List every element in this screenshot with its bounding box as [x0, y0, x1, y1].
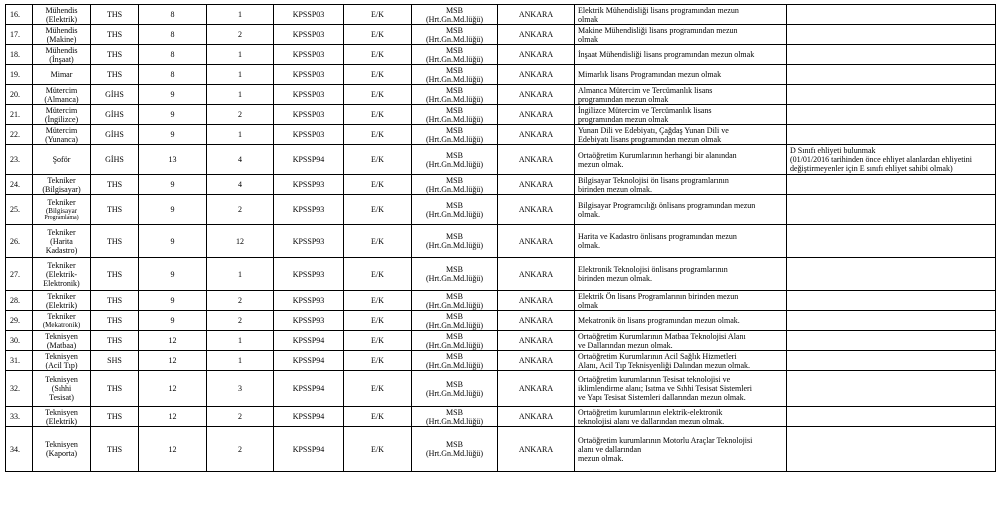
- qualification: Ortaöğretim Kurumlarının Acil Sağlık Hizmetleri Alanı, Acil Tıp Teknisyenliği Dalından mezun olmak.: [575, 351, 787, 371]
- city: ANKARA: [498, 311, 575, 331]
- gender: E/K: [344, 45, 412, 65]
- row-number: 24.: [6, 175, 33, 195]
- gender: E/K: [344, 145, 412, 175]
- institution: MSB (Hrt.Gn.Md.lüğü): [412, 427, 498, 472]
- city: ANKARA: [498, 25, 575, 45]
- service-class: GİHS: [91, 145, 139, 175]
- position-count: 2: [207, 427, 274, 472]
- grade: 12: [139, 371, 207, 407]
- city: ANKARA: [498, 331, 575, 351]
- table-row: [6, 105, 996, 125]
- service-class: THS: [91, 175, 139, 195]
- row-number: 26.: [6, 225, 33, 258]
- position-count: 2: [207, 291, 274, 311]
- notes: [787, 195, 996, 225]
- row-number: 19.: [6, 65, 33, 85]
- grade: 9: [139, 311, 207, 331]
- gender: E/K: [344, 311, 412, 331]
- position-count: 2: [207, 25, 274, 45]
- table-row: [6, 65, 996, 85]
- institution: MSB (Hrt.Gn.Md.lüğü): [412, 175, 498, 195]
- row-number: 28.: [6, 291, 33, 311]
- service-class: THS: [91, 225, 139, 258]
- table-row: [6, 145, 996, 175]
- notes: [787, 105, 996, 125]
- grade: 9: [139, 175, 207, 195]
- gender: E/K: [344, 5, 412, 25]
- grade: 8: [139, 45, 207, 65]
- position-title: Teknisyen (Sıhhi Tesisat): [33, 371, 91, 407]
- notes: [787, 25, 996, 45]
- city: ANKARA: [498, 291, 575, 311]
- row-number: 31.: [6, 351, 33, 371]
- qualification: İngilizce Mütercim ve Tercümanlık lisans programından mezun olmak: [575, 105, 787, 125]
- grade: 12: [139, 407, 207, 427]
- position-title: Mühendis (Elektrik): [33, 5, 91, 25]
- service-class: THS: [91, 311, 139, 331]
- position-title: Mühendis (Makine): [33, 25, 91, 45]
- positions-table: [5, 4, 996, 472]
- row-number: 29.: [6, 311, 33, 331]
- city: ANKARA: [498, 65, 575, 85]
- institution: MSB (Hrt.Gn.Md.lüğü): [412, 371, 498, 407]
- position-title: Tekniker (Mekatronik): [33, 311, 91, 331]
- position-count: 4: [207, 175, 274, 195]
- position-count: 2: [207, 407, 274, 427]
- city: ANKARA: [498, 125, 575, 145]
- grade: 9: [139, 105, 207, 125]
- institution: MSB (Hrt.Gn.Md.lüğü): [412, 25, 498, 45]
- gender: E/K: [344, 195, 412, 225]
- city: ANKARA: [498, 225, 575, 258]
- kpss-score-type: KPSSP03: [274, 105, 344, 125]
- kpss-score-type: KPSSP94: [274, 331, 344, 351]
- position-count: 4: [207, 145, 274, 175]
- city: ANKARA: [498, 5, 575, 25]
- service-class: THS: [91, 258, 139, 291]
- table-row: [6, 427, 996, 472]
- notes: [787, 291, 996, 311]
- institution: MSB (Hrt.Gn.Md.lüğü): [412, 351, 498, 371]
- position-count: 1: [207, 45, 274, 65]
- grade: 8: [139, 25, 207, 45]
- table-row: [6, 25, 996, 45]
- gender: E/K: [344, 125, 412, 145]
- kpss-score-type: KPSSP93: [274, 291, 344, 311]
- kpss-score-type: KPSSP03: [274, 45, 344, 65]
- position-title: Tekniker (Elektrik- Elektronik): [33, 258, 91, 291]
- table-row: [6, 291, 996, 311]
- grade: 9: [139, 225, 207, 258]
- kpss-score-type: KPSSP93: [274, 311, 344, 331]
- service-class: THS: [91, 331, 139, 351]
- gender: E/K: [344, 65, 412, 85]
- qualification: Bilgisayar Programcılığı önlisans programından mezun olmak.: [575, 195, 787, 225]
- table-body: [6, 5, 996, 472]
- row-number: 34.: [6, 427, 33, 472]
- position-title: Teknisyen (Kaporta): [33, 427, 91, 472]
- row-number: 20.: [6, 85, 33, 105]
- table-row: [6, 258, 996, 291]
- institution: MSB (Hrt.Gn.Md.lüğü): [412, 258, 498, 291]
- service-class: THS: [91, 427, 139, 472]
- qualification: Ortaöğretim Kurumlarının herhangi bir alanından mezun olmak.: [575, 145, 787, 175]
- institution: MSB (Hrt.Gn.Md.lüğü): [412, 291, 498, 311]
- notes: [787, 311, 996, 331]
- service-class: GİHS: [91, 125, 139, 145]
- city: ANKARA: [498, 175, 575, 195]
- kpss-score-type: KPSSP93: [274, 225, 344, 258]
- position-title: Tekniker (Harita Kadastro): [33, 225, 91, 258]
- kpss-score-type: KPSSP94: [274, 427, 344, 472]
- service-class: GİHS: [91, 105, 139, 125]
- table-row: [6, 407, 996, 427]
- table-row: [6, 175, 996, 195]
- table-row: [6, 125, 996, 145]
- position-count: 1: [207, 5, 274, 25]
- institution: MSB (Hrt.Gn.Md.lüğü): [412, 195, 498, 225]
- kpss-score-type: KPSSP03: [274, 25, 344, 45]
- row-number: 27.: [6, 258, 33, 291]
- kpss-score-type: KPSSP03: [274, 85, 344, 105]
- position-title: Tekniker (Elektrik): [33, 291, 91, 311]
- grade: 9: [139, 195, 207, 225]
- grade: 8: [139, 5, 207, 25]
- kpss-score-type: KPSSP94: [274, 351, 344, 371]
- gender: E/K: [344, 371, 412, 407]
- grade: 9: [139, 258, 207, 291]
- table-row: [6, 195, 996, 225]
- city: ANKARA: [498, 85, 575, 105]
- qualification: Almanca Mütercim ve Tercümanlık lisans programından mezun olmak: [575, 85, 787, 105]
- qualification: İnşaat Mühendisliği lisans programından mezun olmak: [575, 45, 787, 65]
- notes: [787, 225, 996, 258]
- grade: 13: [139, 145, 207, 175]
- qualification: Mimarlık lisans Programından mezun olmak: [575, 65, 787, 85]
- city: ANKARA: [498, 45, 575, 65]
- notes: [787, 407, 996, 427]
- institution: MSB (Hrt.Gn.Md.lüğü): [412, 331, 498, 351]
- position-count: 2: [207, 311, 274, 331]
- qualification: Elektrik Mühendisliği lisans programından mezun olmak: [575, 5, 787, 25]
- city: ANKARA: [498, 351, 575, 371]
- gender: E/K: [344, 331, 412, 351]
- position-title: Tekniker (Bilgisayar Programlama): [33, 195, 91, 225]
- kpss-score-type: KPSSP93: [274, 195, 344, 225]
- row-number: 17.: [6, 25, 33, 45]
- service-class: GİHS: [91, 85, 139, 105]
- city: ANKARA: [498, 105, 575, 125]
- city: ANKARA: [498, 371, 575, 407]
- row-number: 21.: [6, 105, 33, 125]
- qualification: Ortaöğretim kurumlarının Tesisat teknolojisi ve iklimlendirme alanı; Isıtma ve Sıhhi Tesisat Sistemleri ve Yapı Tesisat Sistemleri dallarından mezun olmak.: [575, 371, 787, 407]
- table-row: [6, 225, 996, 258]
- gender: E/K: [344, 105, 412, 125]
- notes: [787, 5, 996, 25]
- position-count: 2: [207, 195, 274, 225]
- grade: 12: [139, 331, 207, 351]
- gender: E/K: [344, 351, 412, 371]
- notes: [787, 371, 996, 407]
- position-title: Mimar: [33, 65, 91, 85]
- grade: 9: [139, 85, 207, 105]
- notes: [787, 125, 996, 145]
- row-number: 25.: [6, 195, 33, 225]
- gender: E/K: [344, 85, 412, 105]
- qualification: Elektronik Teknolojisi önlisans programlarının birinden mezun olmak.: [575, 258, 787, 291]
- qualification: Mekatronik ön lisans programından mezun olmak.: [575, 311, 787, 331]
- position-title: Şoför: [33, 145, 91, 175]
- qualification: Yunan Dili ve Edebiyatı, Çağdaş Yunan Dili ve Edebiyatı lisans programından mezun olmak: [575, 125, 787, 145]
- institution: MSB (Hrt.Gn.Md.lüğü): [412, 65, 498, 85]
- row-number: 30.: [6, 331, 33, 351]
- grade: 9: [139, 125, 207, 145]
- grade: 9: [139, 291, 207, 311]
- table-row: [6, 5, 996, 25]
- position-title: Teknisyen (Acil Tıp): [33, 351, 91, 371]
- service-class: THS: [91, 195, 139, 225]
- kpss-score-type: KPSSP93: [274, 258, 344, 291]
- institution: MSB (Hrt.Gn.Md.lüğü): [412, 45, 498, 65]
- kpss-score-type: KPSSP03: [274, 65, 344, 85]
- row-number: 16.: [6, 5, 33, 25]
- service-class: THS: [91, 65, 139, 85]
- service-class: THS: [91, 291, 139, 311]
- notes: [787, 258, 996, 291]
- table-row: [6, 85, 996, 105]
- service-class: THS: [91, 371, 139, 407]
- table-row: [6, 371, 996, 407]
- city: ANKARA: [498, 145, 575, 175]
- position-count: 3: [207, 371, 274, 407]
- qualification: Ortaöğretim Kurumlarının Matbaa Teknolojisi Alanı ve Dallarından mezun olmak.: [575, 331, 787, 351]
- gender: E/K: [344, 25, 412, 45]
- position-title: Tekniker (Bilgisayar): [33, 175, 91, 195]
- gender: E/K: [344, 427, 412, 472]
- gender: E/K: [344, 291, 412, 311]
- position-count: 1: [207, 351, 274, 371]
- kpss-score-type: KPSSP94: [274, 407, 344, 427]
- position-count: 12: [207, 225, 274, 258]
- gender: E/K: [344, 175, 412, 195]
- institution: MSB (Hrt.Gn.Md.lüğü): [412, 5, 498, 25]
- table-row: [6, 351, 996, 371]
- position-count: 1: [207, 125, 274, 145]
- institution: MSB (Hrt.Gn.Md.lüğü): [412, 225, 498, 258]
- service-class: THS: [91, 5, 139, 25]
- position-title: Teknisyen (Matbaa): [33, 331, 91, 351]
- service-class: THS: [91, 25, 139, 45]
- notes: [787, 331, 996, 351]
- gender: E/K: [344, 225, 412, 258]
- kpss-score-type: KPSSP94: [274, 371, 344, 407]
- grade: 8: [139, 65, 207, 85]
- institution: MSB (Hrt.Gn.Md.lüğü): [412, 85, 498, 105]
- city: ANKARA: [498, 407, 575, 427]
- qualification: Ortaöğretim kurumlarının elektrik-elektronik teknolojisi alanı ve dallarından mezun olmak.: [575, 407, 787, 427]
- row-number: 32.: [6, 371, 33, 407]
- gender: E/K: [344, 407, 412, 427]
- institution: MSB (Hrt.Gn.Md.lüğü): [412, 407, 498, 427]
- row-number: 18.: [6, 45, 33, 65]
- city: ANKARA: [498, 427, 575, 472]
- position-title: Mühendis (İnşaat): [33, 45, 91, 65]
- notes: [787, 85, 996, 105]
- grade: 12: [139, 427, 207, 472]
- position-title: Mütercim (İngilizce): [33, 105, 91, 125]
- position-count: 1: [207, 65, 274, 85]
- qualification: Elektrik Ön lisans Programlarının birinden mezun olmak: [575, 291, 787, 311]
- row-number: 33.: [6, 407, 33, 427]
- kpss-score-type: KPSSP03: [274, 125, 344, 145]
- service-class: THS: [91, 407, 139, 427]
- institution: MSB (Hrt.Gn.Md.lüğü): [412, 125, 498, 145]
- kpss-score-type: KPSSP94: [274, 145, 344, 175]
- position-count: 2: [207, 105, 274, 125]
- kpss-score-type: KPSSP93: [274, 175, 344, 195]
- qualification: Harita ve Kadastro önlisans programından mezun olmak.: [575, 225, 787, 258]
- position-title: Mütercim (Almanca): [33, 85, 91, 105]
- service-class: THS: [91, 45, 139, 65]
- notes: D Sınıfı ehliyeti bulunmak (01/01/2016 tarihinden önce ehliyet alanlardan ehliyetini değiştirmeyenler için E sınıfı ehliyet sahibi olmak): [787, 145, 996, 175]
- service-class: SHS: [91, 351, 139, 371]
- row-number: 23.: [6, 145, 33, 175]
- notes: [787, 65, 996, 85]
- notes: [787, 351, 996, 371]
- city: ANKARA: [498, 258, 575, 291]
- kpss-score-type: KPSSP03: [274, 5, 344, 25]
- row-number: 22.: [6, 125, 33, 145]
- grade: 12: [139, 351, 207, 371]
- notes: [787, 175, 996, 195]
- notes: [787, 427, 996, 472]
- notes: [787, 45, 996, 65]
- table-row: [6, 45, 996, 65]
- institution: MSB (Hrt.Gn.Md.lüğü): [412, 311, 498, 331]
- position-title: Teknisyen (Elektrik): [33, 407, 91, 427]
- institution: MSB (Hrt.Gn.Md.lüğü): [412, 105, 498, 125]
- gender: E/K: [344, 258, 412, 291]
- city: ANKARA: [498, 195, 575, 225]
- position-title: Mütercim (Yunanca): [33, 125, 91, 145]
- position-count: 1: [207, 331, 274, 351]
- table-row: [6, 331, 996, 351]
- qualification: Ortaöğretim kurumlarının Motorlu Araçlar Teknolojisi alanı ve dallarından mezun olmak.: [575, 427, 787, 472]
- table-row: [6, 311, 996, 331]
- qualification: Makine Mühendisliği lisans programından mezun olmak: [575, 25, 787, 45]
- position-count: 1: [207, 85, 274, 105]
- qualification: Bilgisayar Teknolojisi ön lisans programlarının birinden mezun olmak.: [575, 175, 787, 195]
- position-count: 1: [207, 258, 274, 291]
- institution: MSB (Hrt.Gn.Md.lüğü): [412, 145, 498, 175]
